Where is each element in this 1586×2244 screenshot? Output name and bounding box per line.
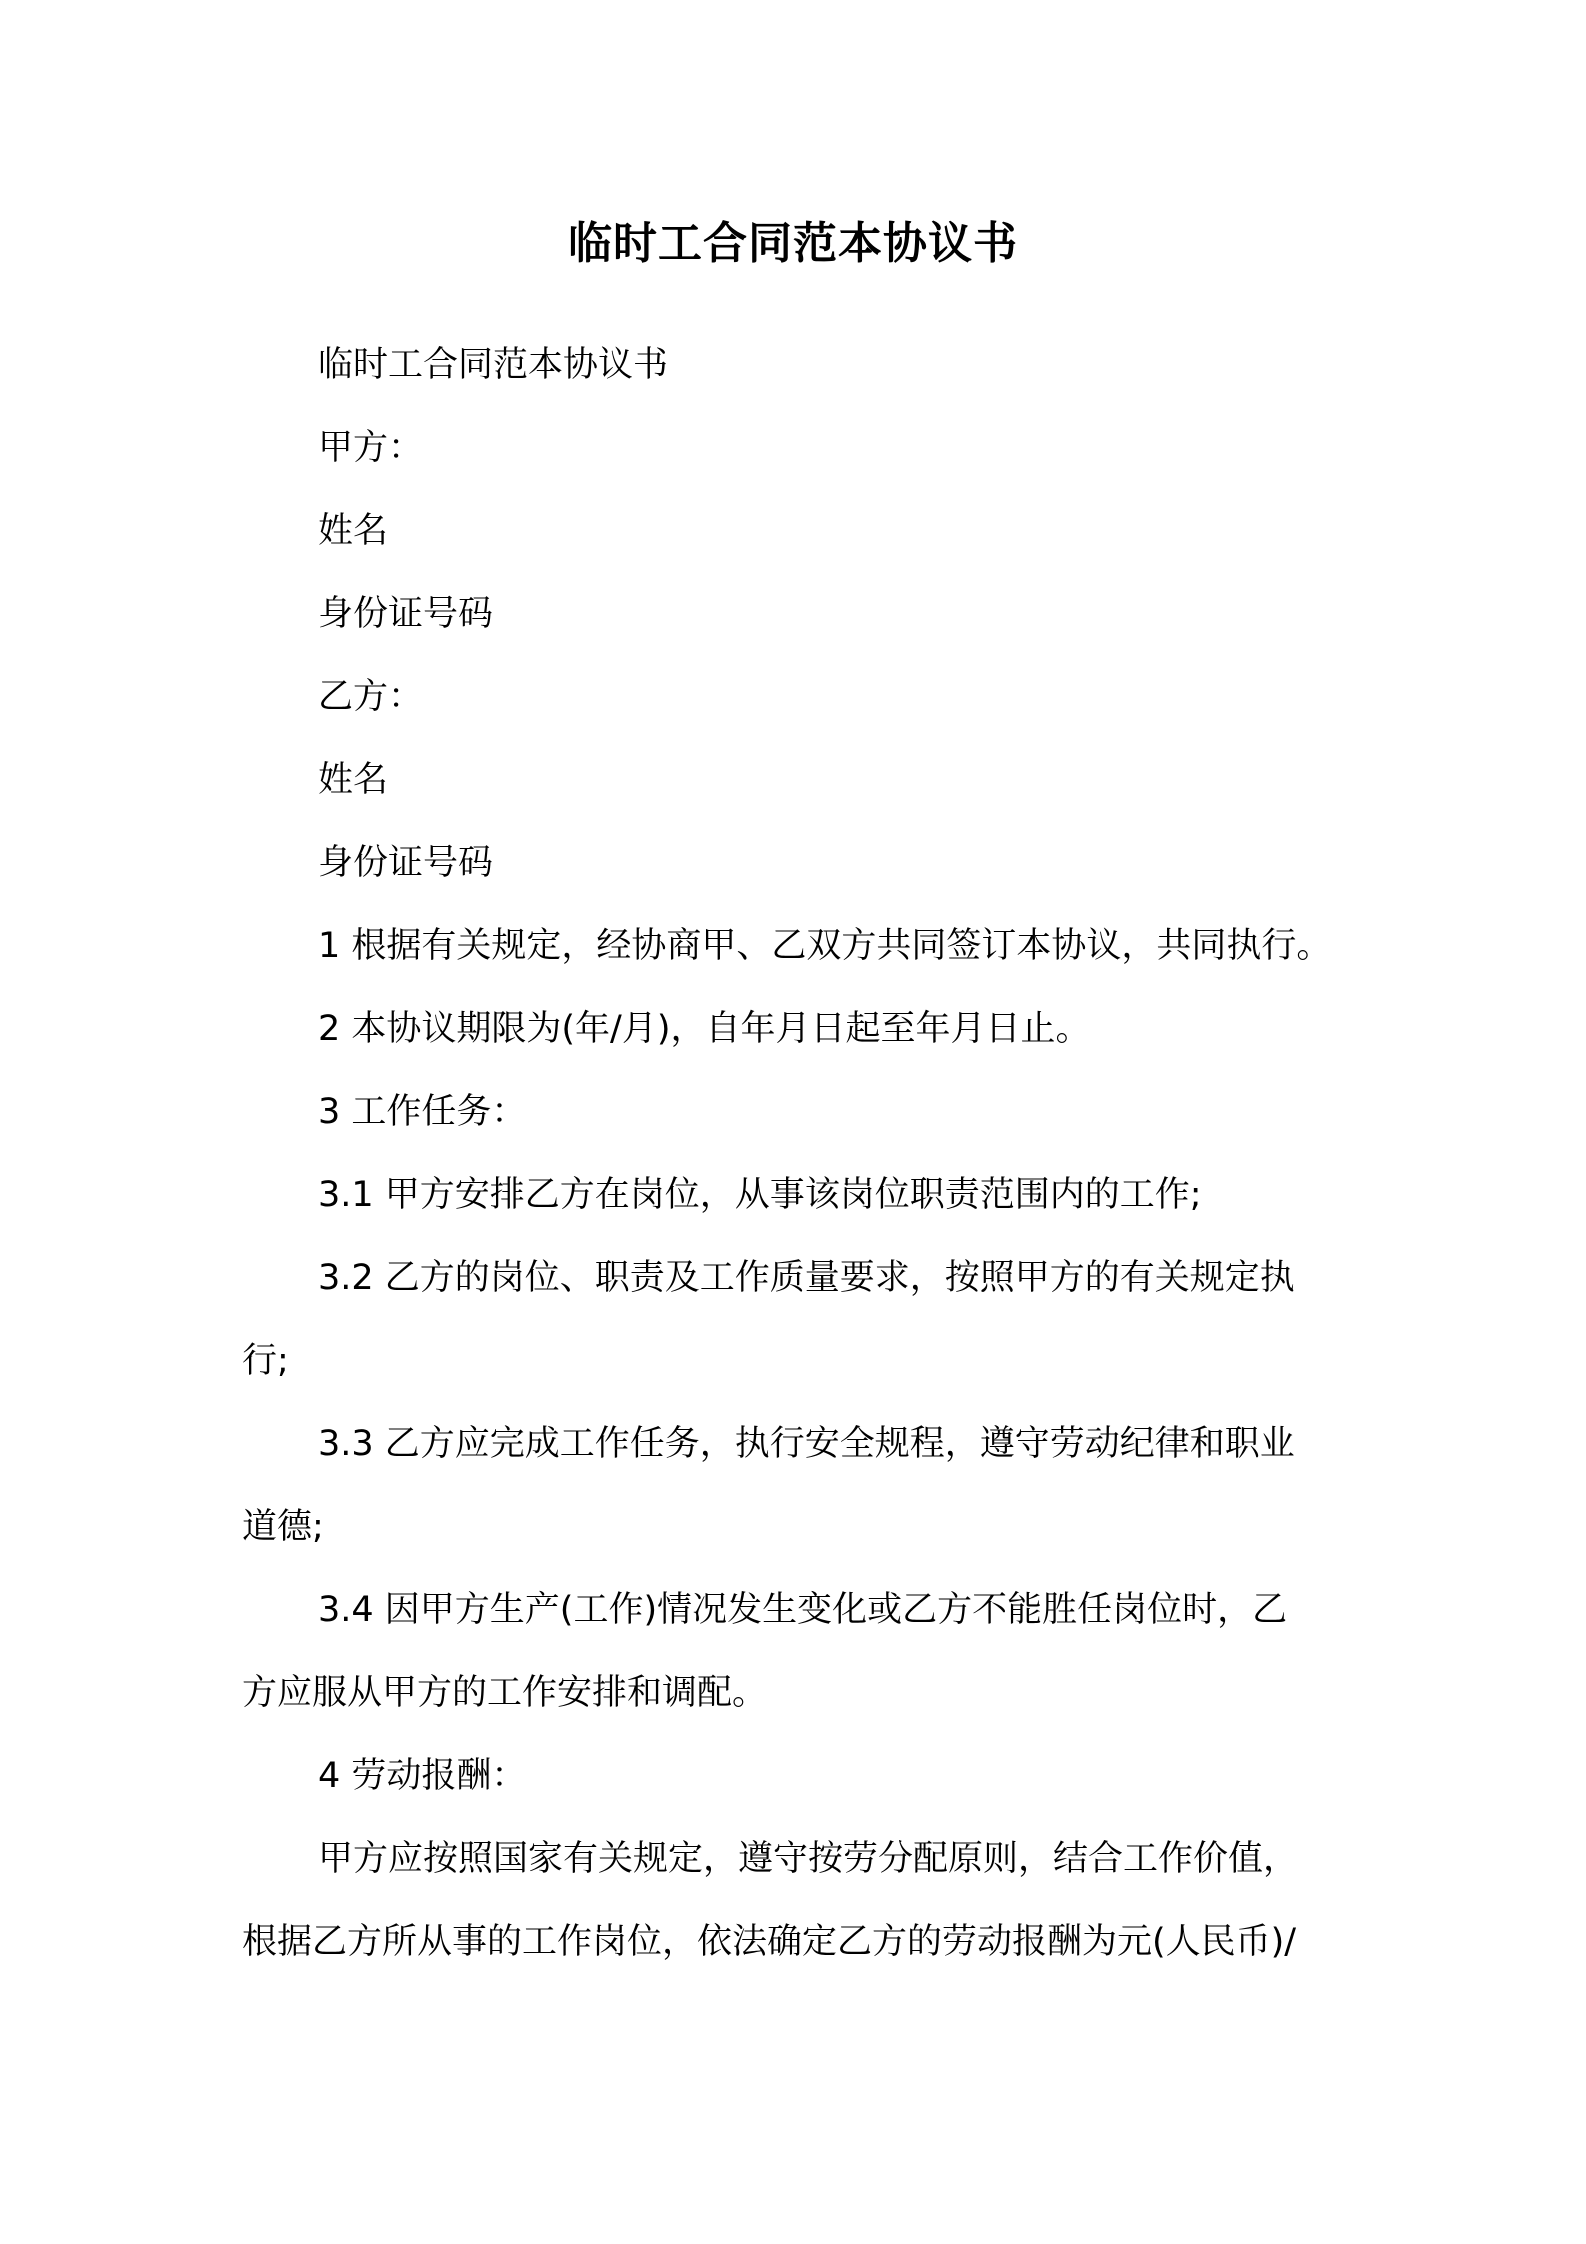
clause-3-2: 3.2 乙方的岗位、职责及工作质量要求，按照甲方的有关规定执 — [318, 1258, 1295, 1298]
paragraph-heading: 临时工合同范本协议书 — [318, 345, 669, 385]
clause-4-text: 甲方应按照国家有关规定，遵守按劳分配原则，结合工作价值， — [318, 1839, 1299, 1879]
clause-2: 2 本协议期限为(年/月)，自年月日起至年月日止。 — [318, 1009, 1091, 1049]
party-a-label: 甲方： — [318, 428, 424, 468]
party-a-id-label: 身份证号码 — [318, 594, 494, 634]
clause-3-3: 3.3 乙方应完成工作任务，执行安全规程，遵守劳动纪律和职业 — [318, 1424, 1295, 1464]
clause-4-text-continued: 根据乙方所从事的工作岗位，依法确定乙方的劳动报酬为元(人民币)/ — [242, 1922, 1297, 1962]
clause-4-heading: 4 劳动报酬： — [318, 1756, 527, 1796]
document-body — [242, 324, 1352, 1984]
party-a-name-label: 姓名 — [318, 511, 389, 551]
party-b-label: 乙方： — [318, 677, 424, 717]
clause-3-3-continued: 道德; — [242, 1507, 324, 1547]
clause-3-heading: 3 工作任务： — [318, 1092, 527, 1132]
clause-3-2-continued: 行; — [242, 1341, 289, 1381]
clause-3-4-continued: 方应服从甲方的工作安排和调配。 — [242, 1673, 768, 1713]
party-b-name-label: 姓名 — [318, 760, 389, 800]
clause-3-1: 3.1 甲方安排乙方在岗位，从事该岗位职责范围内的工作; — [318, 1175, 1202, 1215]
party-b-id-label: 身份证号码 — [318, 843, 494, 883]
document-title: 临时工合同范本协议书 — [568, 218, 1018, 269]
clause-3-4: 3.4 因甲方生产(工作)情况发生变化或乙方不能胜任岗位时，乙 — [318, 1590, 1288, 1630]
clause-1: 1 根据有关规定，经协商甲、乙双方共同签订本协议，共同执行。 — [318, 926, 1332, 966]
